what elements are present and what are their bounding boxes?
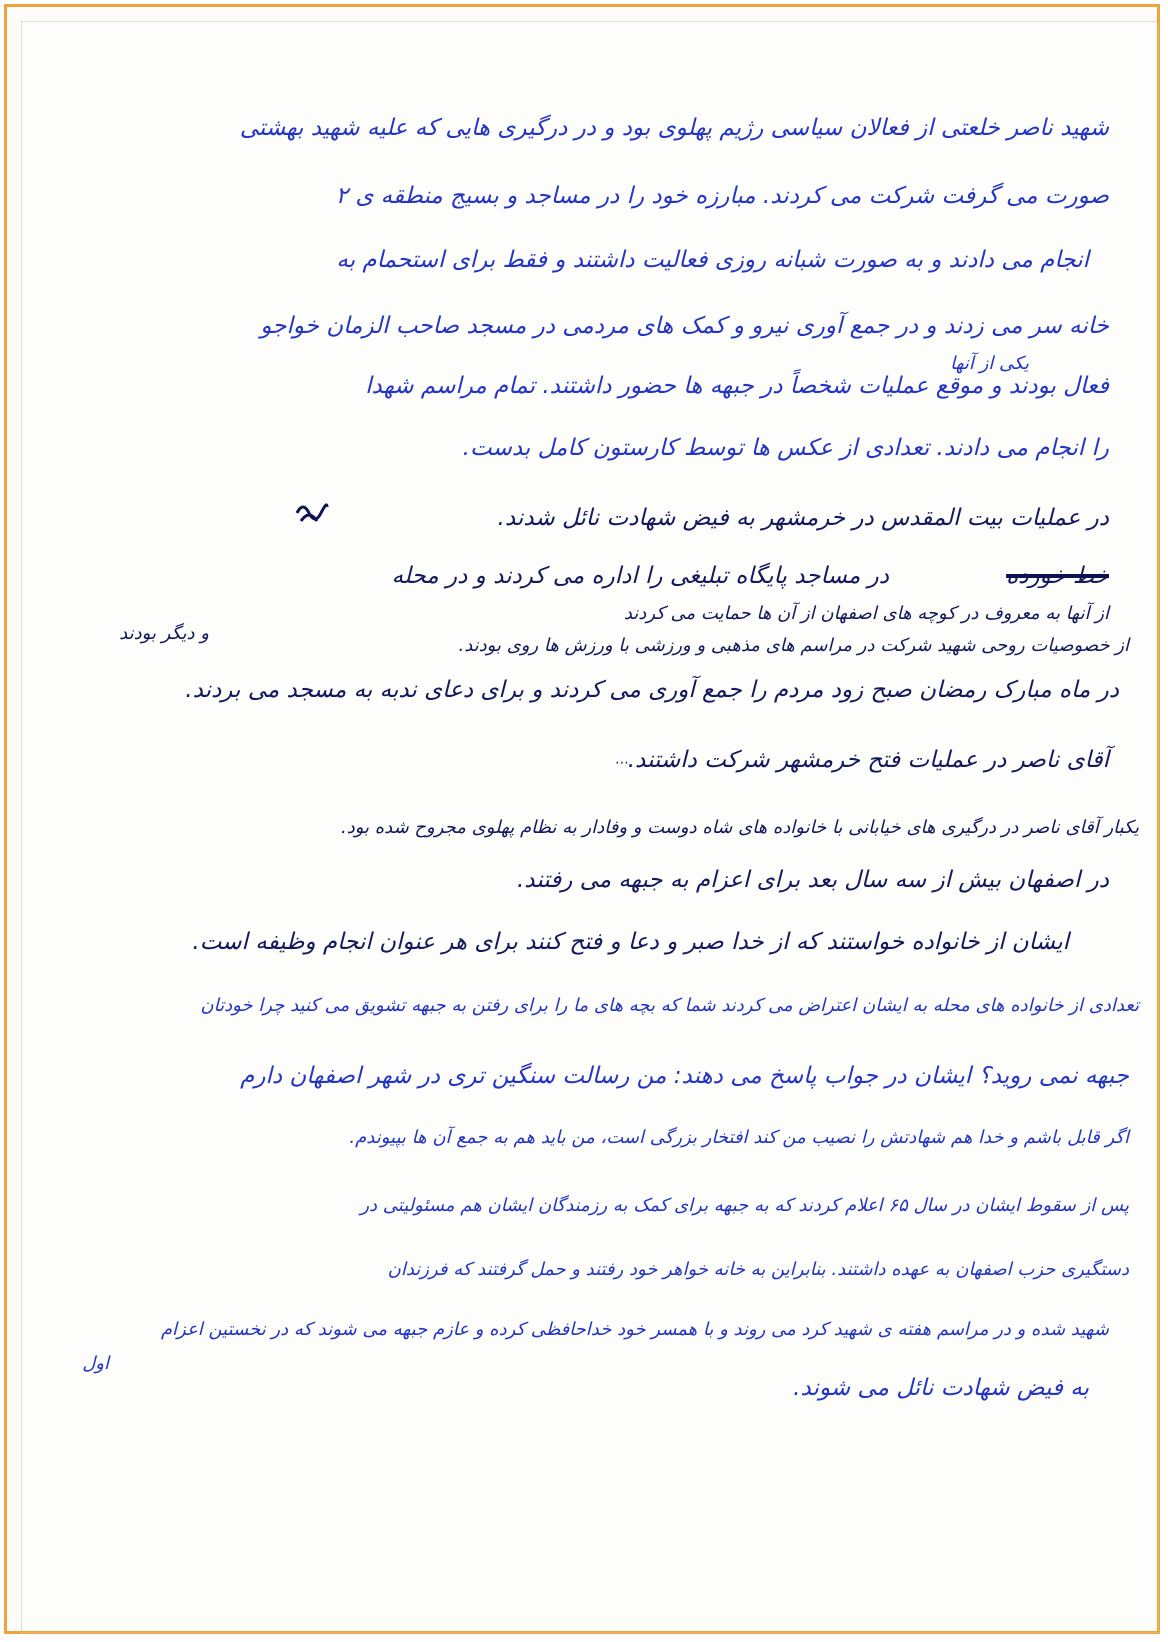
- text-line: در ماه مبارک رمضان صبح زود مردم را جمع آوری می کردند و برای دعای ندبه به مسجد می بردند.: [185, 677, 1119, 703]
- handwritten-letter: [31, 37, 1149, 1623]
- text-line: ایشان از خانواده خواستند که از خدا صبر و دعا و فتح کنند برای هر عنوان انجام وظیفه است.: [192, 929, 1069, 955]
- ink-scribble-icon: [295, 499, 329, 527]
- text-line: انجام می دادند و به صورت شبانه روزی فعالیت داشتند و فقط برای استحمام به: [336, 247, 1089, 273]
- text-line: دستگیری حزب اصفهان به عهده داشتند. بنابراین به خانه خواهر خود رفتند و حمل گرفتند که فرزندان: [387, 1259, 1129, 1280]
- text-line: خانه سر می زدند و در جمع آوری نیرو و کمک های مردمی در مسجد صاحب الزمان خواجو: [260, 313, 1109, 339]
- text-line: از آنها به معروف در کوچه های اصفهان از آن ها حمایت می کردند: [623, 603, 1109, 624]
- text-line: پس از سقوط ایشان در سال ۶۵ اعلام کردند که به جبهه برای کمک به رزمندگان ایشان هم مسئولیتی در: [360, 1195, 1129, 1216]
- text-line: از خصوصیات روحی شهید شرکت در مراسم های مذهبی و ورزشی با ورزش ها روی بودند.: [458, 635, 1129, 656]
- text-line: تعدادی از خانواده های محله به ایشان اعتراض می کردند شما که بچه های ما را برای رفتن به جبهه تشویق می کنید چرا خودتان: [200, 995, 1139, 1016]
- text-line: در اصفهان بیش از سه سال بعد برای اعزام به جبهه می رفتند.: [516, 867, 1109, 893]
- margin-note: اول: [82, 1353, 109, 1374]
- text-line: شهید شده و در مراسم هفته ی شهید کرد می روند و با همسر خود خداحافظی کرده و عازم جبهه می شوند که در نخستین اعزام: [160, 1319, 1109, 1340]
- struck-text: خط خورده: [1006, 565, 1109, 588]
- ink-dots: ⋯: [615, 755, 629, 771]
- text-line: آقای ناصر در عملیات فتح خرمشهر شرکت داشتند.: [627, 747, 1109, 773]
- text-line: در مساجد پایگاه تبلیغی را اداره می کردند و در محله: [391, 563, 889, 589]
- text-line: فعال بودند و موقع عملیات شخصاً در جبهه ها حضور داشتند. تمام مراسم شهدا: [365, 373, 1109, 399]
- margin-note: و دیگر بودند: [119, 623, 209, 644]
- margin-note: یکی از آنها: [950, 353, 1029, 374]
- text-line: اگر قابل باشم و خدا هم شهادتش را نصیب من کند افتخار بزرگی است، من باید هم به جمع آن ها بپیوندم.: [349, 1127, 1129, 1148]
- text-line: صورت می گرفت شرکت می کردند. مبارزه خود را در مساجد و بسیج منطقه ی ۲: [335, 183, 1109, 209]
- text-line: یکبار آقای ناصر در درگیری های خیابانی با خانواده های شاه دوست و وفادار به نظام پهلوی مجروح شده بود.: [340, 817, 1139, 838]
- text-line: جبهه نمی روید؟ ایشان در جواب پاسخ می دهند: من رسالت سنگین تری در شهر اصفهان دارم: [240, 1063, 1129, 1089]
- text-line: شهید ناصر خلعتی از فعالان سیاسی رژیم پهلوی بود و در درگیری هایی که علیه شهید بهشتی: [239, 115, 1109, 141]
- text-line: به فیض شهادت نائل می شوند.: [793, 1375, 1089, 1401]
- text-line: را انجام می دادند. تعدادی از عکس ها توسط کارستون کامل بدست.: [462, 435, 1109, 461]
- text-line: در عملیات بیت المقدس در خرمشهر به فیض شهادت نائل شدند.: [497, 505, 1109, 531]
- document-page: [4, 4, 1160, 1634]
